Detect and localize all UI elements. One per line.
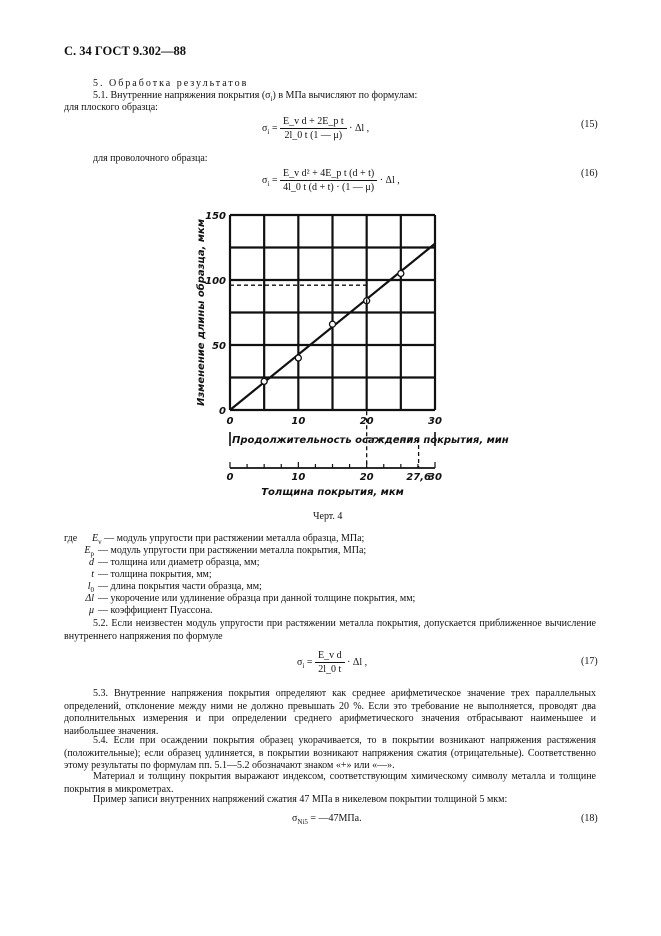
x-tick-label: 20	[359, 416, 374, 427]
definition-row: t — толщина покрытия, мм;	[91, 569, 212, 580]
wire-sample-label: для проволочного образца:	[93, 153, 208, 164]
flat-sample-label: для плоского образца:	[64, 102, 158, 113]
paragraph-5-1: 5.1. Внутренние напряжения покрытия $(\sigma_i)$ в МПа вычисляют по формулам:	[93, 90, 418, 103]
page-header: С. 34 ГОСТ 9.302—88	[64, 44, 187, 58]
equation-number-16: (16)	[581, 168, 598, 179]
formula-17: $\sigma_i$ = $\frac{\text{E\_v d}}{2l\_0 t}$ · Δl ,	[297, 650, 368, 675]
definition-row: d — толщина или диаметр образца, мм;	[89, 557, 260, 568]
data-point	[398, 271, 404, 277]
x2-axis-label: Толщина покрытия, мкм	[261, 487, 404, 498]
definition-row: где $E_v$ — модуль упругости при растяжении металла образца, МПа;	[64, 533, 365, 546]
paragraph-example: Пример записи внутренних напряжений сжатия 47 МПа в никелевом покрытии толщиной 5 мкм:	[93, 794, 508, 805]
figure-caption: Черт. 4	[313, 511, 343, 522]
equation-number-18: (18)	[581, 813, 598, 824]
definition-row: $E_p$ — модуль упругости при растяжении металла покрытия, МПа;	[84, 545, 367, 558]
x-axis-label: Продолжительность осаждения покрытия, мин	[232, 435, 509, 446]
x-tick-label: 0	[226, 416, 234, 427]
x2-tick-label: 0	[226, 472, 234, 483]
x2-tick-label: 20	[359, 472, 374, 483]
data-point	[261, 378, 267, 384]
definition-row: Δl — укорочение или удлинение образца при данной толщине покрытия, мм;	[85, 593, 416, 604]
formula-15: $\sigma_i$ = $\frac{\text{E\_v d + 2E\_p t}}{2l\_0 t (1 — \mu)}$ · Δl ,	[262, 116, 370, 141]
section-title: 5. Обработка результатов	[93, 78, 249, 89]
x2-tick-label: 10	[291, 472, 306, 483]
formula-18: $\sigma_{Ni5}$ = —47МПа.	[292, 813, 362, 826]
definition-symbol: $E_v$	[92, 533, 102, 546]
x-tick-label: 30	[428, 416, 442, 427]
chart	[190, 205, 509, 500]
y-axis-label: Изменение длины образца, мкм	[196, 219, 207, 406]
x-tick-label: 10	[291, 416, 306, 427]
data-point	[295, 355, 301, 361]
where-label: где	[64, 533, 78, 544]
y-tick-label: 0	[219, 406, 226, 417]
y-tick-label: 150	[205, 211, 226, 222]
x2-tick-label: 27,6	[406, 472, 431, 483]
paragraph-5-2: 5.2. Если неизвестен модуль упругости при растяжении металла покрытия, допускается приближенное вычисление внутреннего напряжения по формуле	[64, 618, 596, 642]
definition-row: $l_0$ — длина покрытия части образца, мм;	[87, 581, 262, 594]
y-tick-label: 50	[212, 341, 226, 352]
paragraph-5-3: 5.3. Внутренние напряжения покрытия определяют как среднее арифметическое значение трех параллельных определений, отклонение между ними не должно превышать 20 %. Если это требование не выполняется, проводят два дополнительных измерения и при определении среднего арифметического значения отбрасывают наименьшее и наибольшее значения.	[64, 688, 596, 737]
y-tick-label: 100	[205, 276, 226, 287]
equation-number-17: (17)	[581, 656, 598, 667]
paragraph-5-4: 5.4. Если при осаждении покрытия образец укорачивается, то в покрытии возникают напряжения растяжения (положительные); если образец удлиняется, в покрытии возникают напряжения сжатия (отрицательные). Соответственно этому результаты по формулам пп. 5.1—5.2 обозначают знаком «+» или «—».	[64, 735, 596, 771]
x2-tick-label: 30	[428, 472, 442, 483]
data-point	[330, 321, 336, 327]
definition-row: μ — коэффициент Пуассона.	[88, 605, 213, 616]
formula-16: $\sigma_i$ = $\frac{\text{E\_v d² + 4E\_p t (d + t)}}{4l\_0 t (d + t) \cdot (1 — \mu)}$ · Δl ,	[262, 168, 400, 193]
paragraph-material: Материал и толщину покрытия выражают индексом, соответствующим химическому символу металла и толщине покрытия в микрометрах.	[64, 771, 596, 795]
equation-number-15: (15)	[581, 119, 598, 130]
